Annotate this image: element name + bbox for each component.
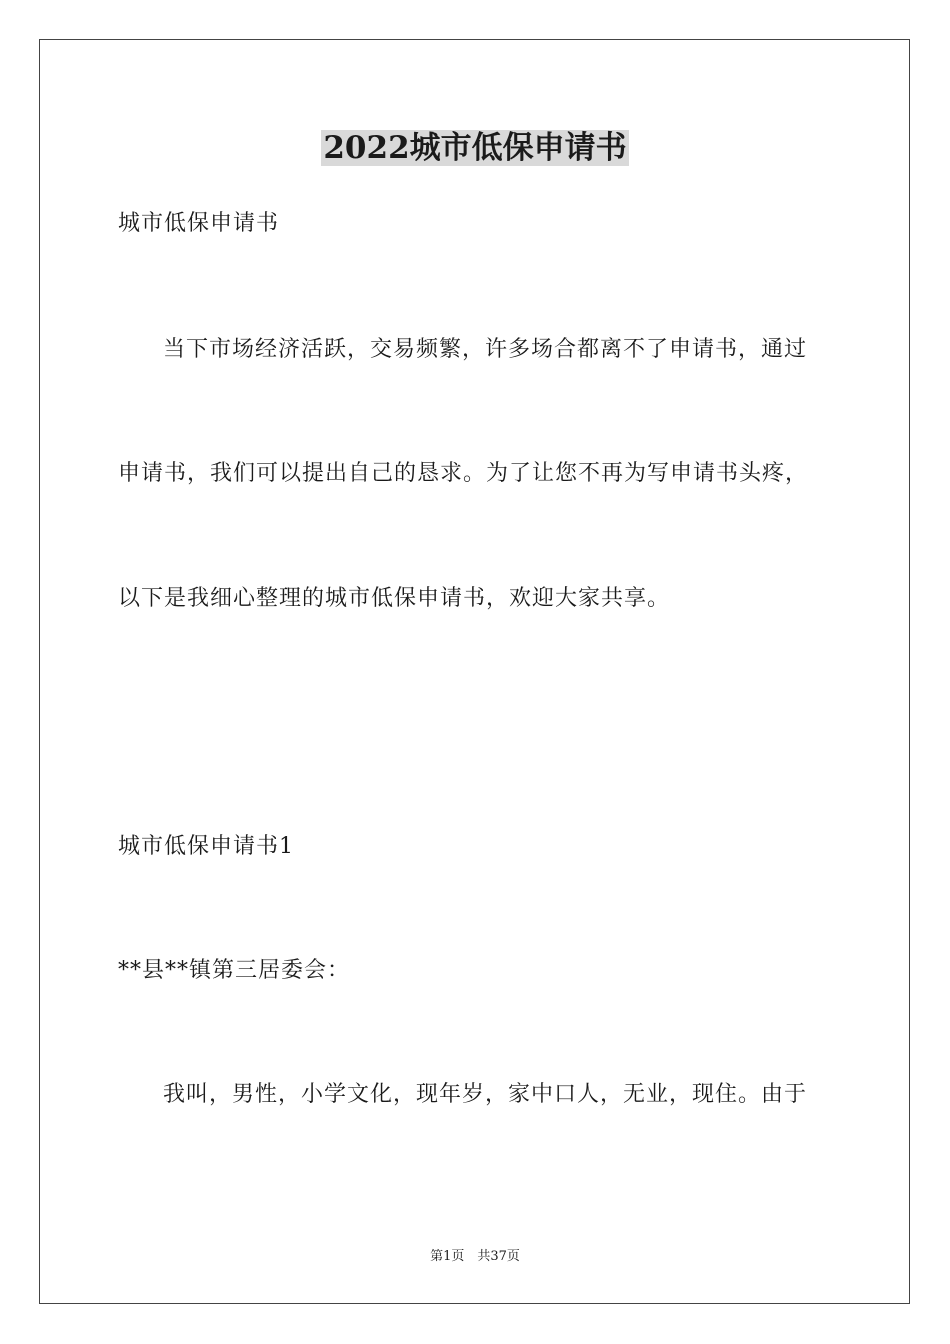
document-subtitle: 城市低保申请书 <box>118 211 280 236</box>
document-title <box>0 128 950 168</box>
paragraph-line: 申请书，我们可以提出自己的恳求。为了让您不再为写申请书头疼， <box>118 461 809 486</box>
paragraph-line: 我叫，男性，小学文化，现年岁，家中口人，无业，现住。由于 <box>163 1082 808 1107</box>
section-heading: 城市低保申请书1 <box>118 834 294 859</box>
document-title-text: 2022城市低保申请书 <box>323 130 627 166</box>
paragraph-line: 以下是我细心整理的城市低保申请书，欢迎大家共享。 <box>118 586 671 611</box>
paragraph-line: 当下市场经济活跃，交易频繁，许多场合都离不了申请书，通过 <box>163 337 808 362</box>
page-footer: 第1页 共37页 <box>430 1249 520 1264</box>
addressee-line: **县**镇第三居委会： <box>118 958 351 983</box>
